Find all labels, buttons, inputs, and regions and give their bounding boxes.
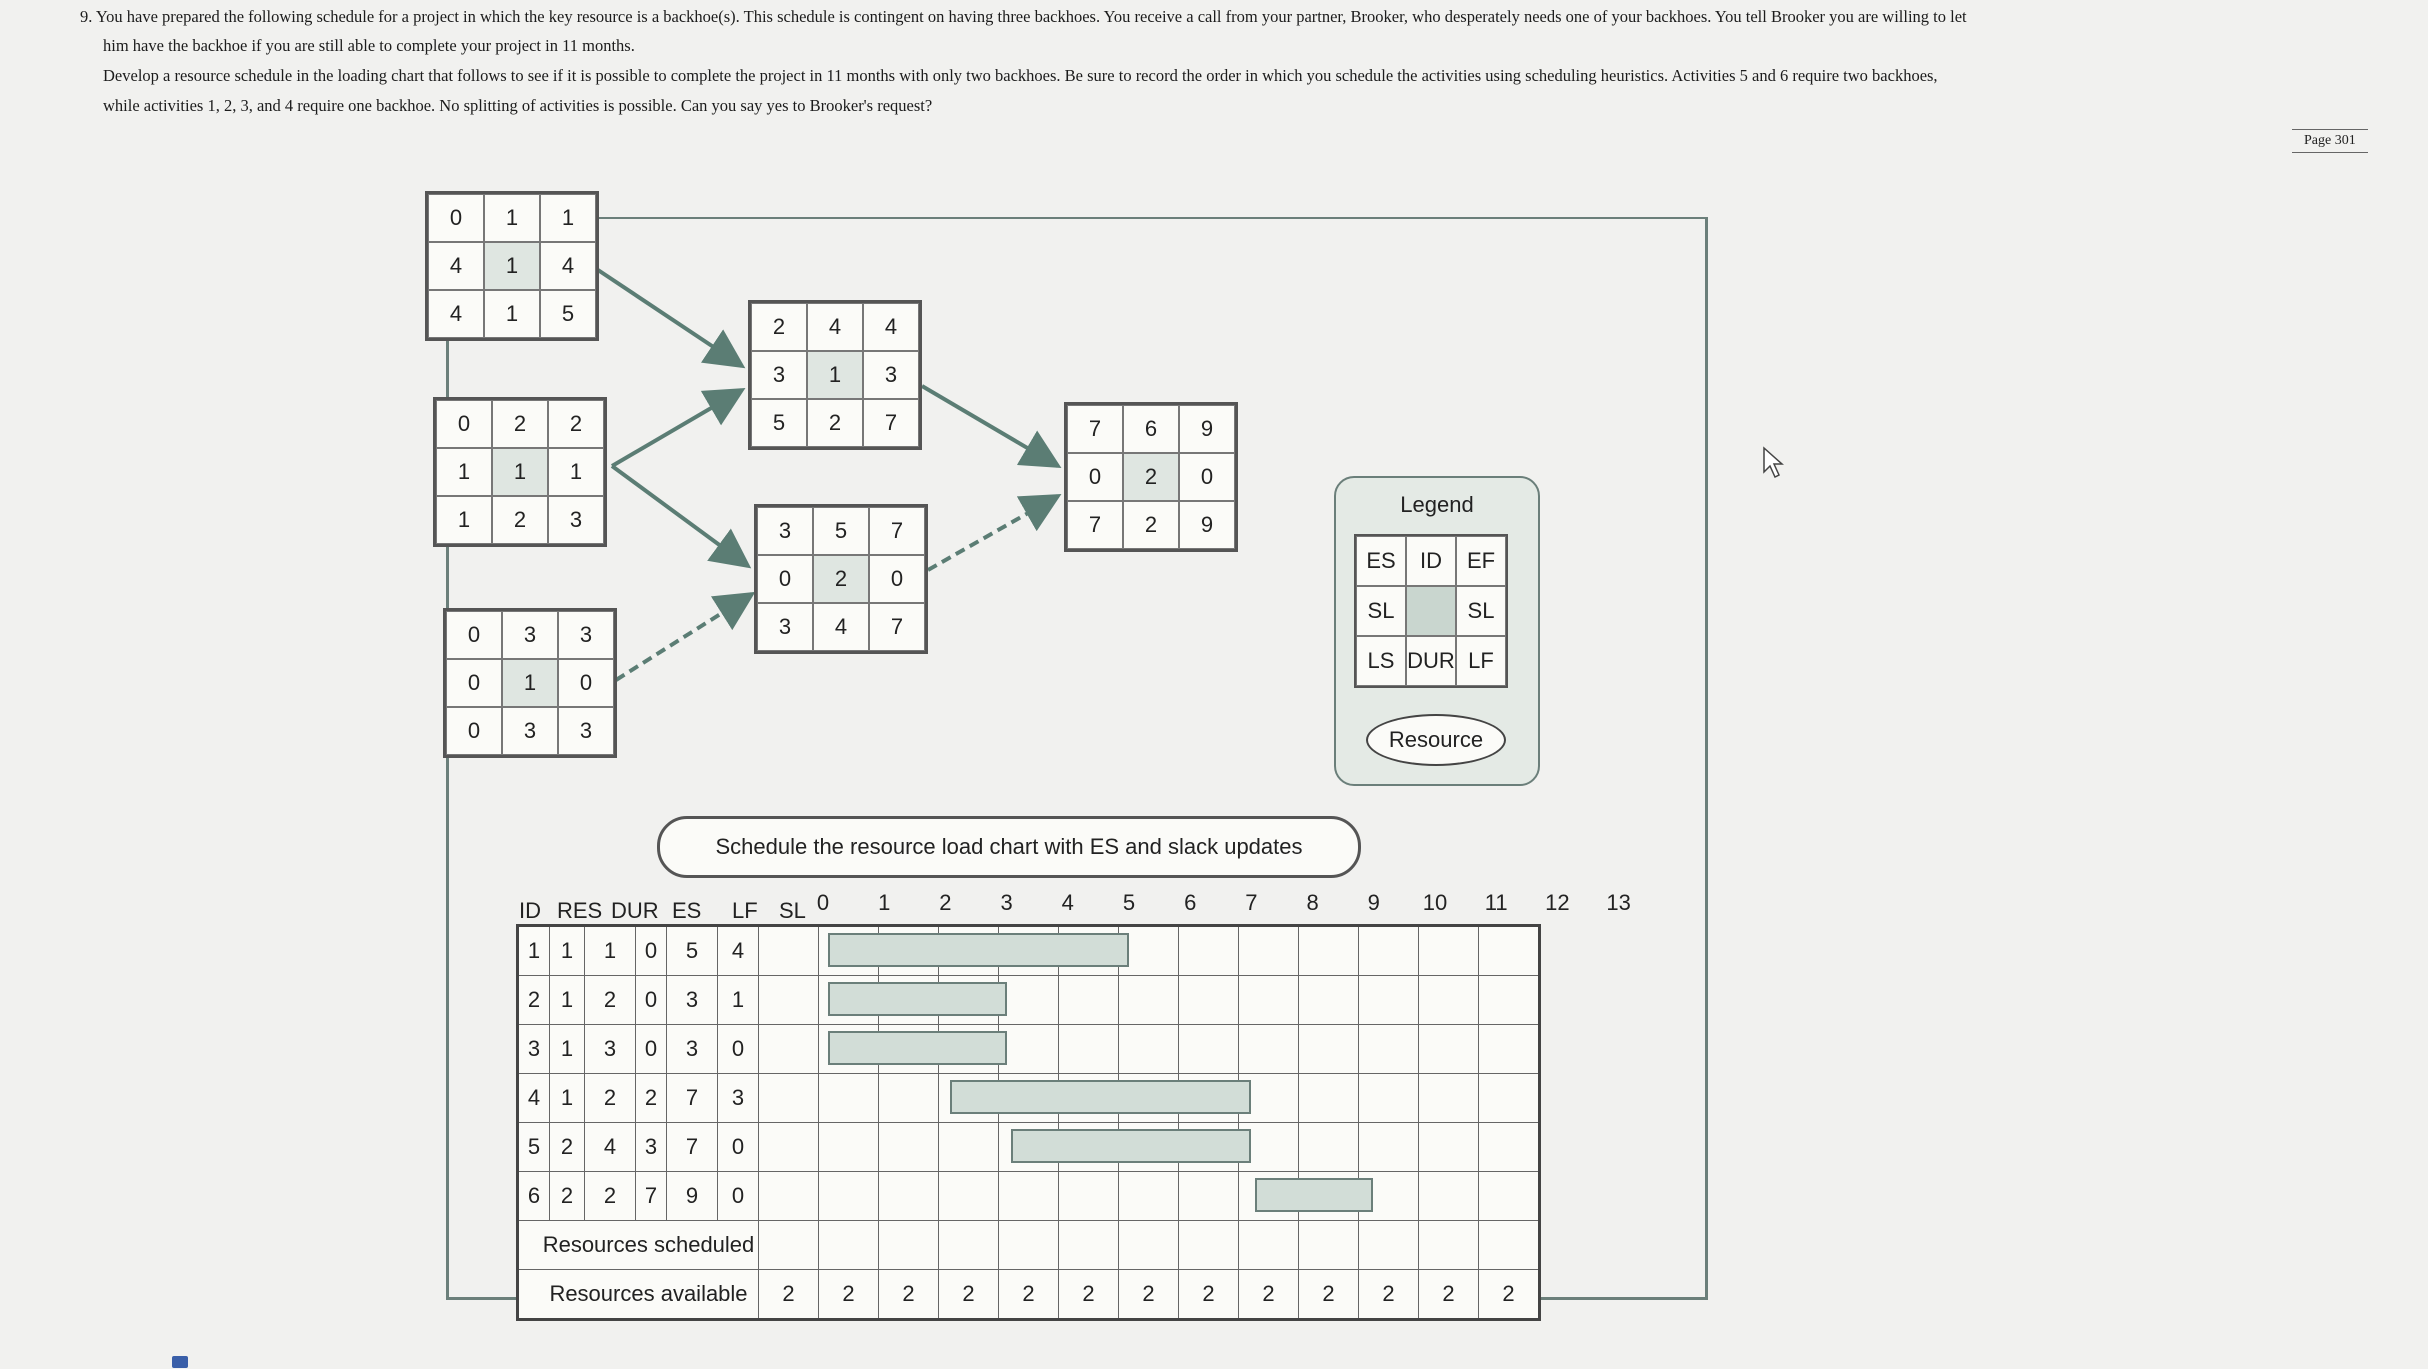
time-cell[interactable] <box>1359 1123 1419 1172</box>
resources-scheduled-cell[interactable] <box>1239 1221 1299 1270</box>
time-cell[interactable] <box>1119 1172 1179 1221</box>
table-row <box>518 1025 1540 1074</box>
time-cell[interactable] <box>1479 976 1540 1025</box>
time-tick: 1 <box>878 890 891 915</box>
node-ls: 5 <box>751 399 807 447</box>
time-tick: 12 <box>1545 890 1570 915</box>
cell-lf: 7 <box>667 1123 718 1172</box>
question-line-1: 9. You have prepared the following schedule for a project in which the key resource is a backhoe(s). This schedule is contingent on having three backhoes. You receive a call from your partner, Brooker, who desperately needs one of your backhoes. You tell Brooker you are willing to let <box>80 7 1967 26</box>
time-cell[interactable] <box>1299 1025 1359 1074</box>
time-tick: 9 <box>1367 890 1380 915</box>
node-es: 3 <box>757 507 813 555</box>
node-sl: 0 <box>558 659 614 707</box>
time-cell[interactable] <box>759 976 819 1025</box>
node-ef: 9 <box>1179 405 1235 453</box>
cell-lf: 3 <box>667 1025 718 1074</box>
arrow-2-4 <box>612 390 742 466</box>
question-line-2: him have the backhoe if you are still able to complete your project in 11 months. <box>103 36 635 55</box>
question-line-4: while activities 1, 2, 3, and 4 require one backhoe. No splitting of activities is possible. Can you say yes to Brooker's request? <box>103 96 933 115</box>
node-sl: 3 <box>751 351 807 399</box>
time-cell[interactable] <box>1299 1074 1359 1123</box>
node-ls: 4 <box>428 290 484 338</box>
header-id: ID <box>519 898 541 923</box>
cell-sl: 0 <box>718 1025 759 1074</box>
header-res: RES <box>557 898 603 923</box>
node-sl: 4 <box>428 242 484 290</box>
node-resource: 1 <box>502 659 558 707</box>
time-cell[interactable] <box>1299 976 1359 1025</box>
resources-available-cell: 2 <box>1419 1270 1479 1320</box>
cell-sl: 1 <box>718 976 759 1025</box>
node-dur: 4 <box>813 603 869 651</box>
cell-id: 4 <box>518 1074 550 1123</box>
node-dur: 3 <box>502 707 558 755</box>
time-cell[interactable] <box>1359 976 1419 1025</box>
cell-lf: 7 <box>667 1074 718 1123</box>
time-cell[interactable] <box>1059 976 1119 1025</box>
taskbar-app-icon[interactable] <box>172 1356 188 1368</box>
time-cell[interactable] <box>999 1025 1059 1074</box>
node-ls: 1 <box>436 496 492 544</box>
time-cell[interactable] <box>759 1172 819 1221</box>
node-lf: 3 <box>558 707 614 755</box>
time-cell[interactable] <box>759 1074 819 1123</box>
resources-available-cell: 2 <box>819 1270 879 1320</box>
node-sl: 1 <box>436 448 492 496</box>
node-sl: 1 <box>548 448 604 496</box>
time-cell[interactable] <box>939 1123 999 1172</box>
node-ef: 2 <box>548 400 604 448</box>
resources-available-cell: 2 <box>1239 1270 1299 1320</box>
resources-available-cell: 2 <box>1059 1270 1119 1320</box>
time-cell[interactable] <box>879 1172 939 1221</box>
time-tick: 2 <box>939 890 952 915</box>
resources-scheduled-cell[interactable] <box>1179 1221 1239 1270</box>
resources-scheduled-cell[interactable] <box>879 1221 939 1270</box>
time-cell[interactable] <box>1239 976 1299 1025</box>
cell-id: 3 <box>518 1025 550 1074</box>
time-cell[interactable] <box>1479 1123 1540 1172</box>
cell-sl: 4 <box>718 926 759 976</box>
cell-es: 0 <box>636 1025 667 1074</box>
activity-bar[interactable] <box>950 1080 1251 1114</box>
resources-scheduled-cell[interactable] <box>1119 1221 1179 1270</box>
node-dur: 2 <box>1123 501 1179 549</box>
node-sl: 4 <box>540 242 596 290</box>
cell-dur: 2 <box>585 1074 636 1123</box>
node-id: 3 <box>502 611 558 659</box>
activity-bar[interactable] <box>828 933 1129 967</box>
node-ls: 0 <box>446 707 502 755</box>
cell-id: 2 <box>518 976 550 1025</box>
cell-id: 6 <box>518 1172 550 1221</box>
resources-available-label: Resources available <box>518 1270 759 1320</box>
legend-sl-right: SL <box>1456 586 1506 636</box>
time-tick: 3 <box>1000 890 1013 915</box>
time-cell[interactable] <box>1479 926 1540 976</box>
node-resource: 2 <box>1123 453 1179 501</box>
time-tick: 7 <box>1245 890 1258 915</box>
time-cell[interactable] <box>759 1123 819 1172</box>
cell-lf: 3 <box>667 976 718 1025</box>
resources-scheduled-cell[interactable] <box>1359 1221 1419 1270</box>
activity-node-3 <box>443 608 617 758</box>
time-tick: 11 <box>1484 890 1508 915</box>
resources-scheduled-row <box>518 1221 1540 1270</box>
resources-available-cell: 2 <box>999 1270 1059 1320</box>
node-es: 0 <box>446 611 502 659</box>
activity-node-1 <box>425 191 599 341</box>
legend-dur: DUR <box>1406 636 1456 686</box>
resource-load-chart <box>516 924 1541 1321</box>
time-cell[interactable] <box>1479 1025 1540 1074</box>
node-sl: 0 <box>1179 453 1235 501</box>
cell-res: 1 <box>550 1074 585 1123</box>
time-cell[interactable] <box>1359 1074 1419 1123</box>
cell-lf: 5 <box>667 926 718 976</box>
time-cell[interactable] <box>1419 1123 1479 1172</box>
cell-dur: 2 <box>585 976 636 1025</box>
node-id: 6 <box>1123 405 1179 453</box>
node-es: 2 <box>751 303 807 351</box>
activity-bar[interactable] <box>828 1031 1007 1065</box>
cell-dur: 1 <box>585 926 636 976</box>
time-cell[interactable] <box>1299 926 1359 976</box>
time-cell[interactable] <box>1419 976 1479 1025</box>
node-id: 5 <box>813 507 869 555</box>
legend-ls: LS <box>1356 636 1406 686</box>
arrow-2-5 <box>612 466 748 566</box>
legend-id: ID <box>1406 536 1456 586</box>
legend-lf: LF <box>1456 636 1506 686</box>
cell-es: 2 <box>636 1074 667 1123</box>
node-id: 2 <box>492 400 548 448</box>
resources-available-cell: 2 <box>939 1270 999 1320</box>
resources-available-cell: 2 <box>1479 1270 1540 1320</box>
time-cell[interactable] <box>1179 976 1239 1025</box>
time-cell[interactable] <box>1419 1074 1479 1123</box>
node-dur: 2 <box>492 496 548 544</box>
resources-available-cell: 2 <box>1359 1270 1419 1320</box>
arrow-5-6 <box>928 496 1058 570</box>
time-cell[interactable] <box>1479 1074 1540 1123</box>
resources-available-cell: 2 <box>1179 1270 1239 1320</box>
time-cell[interactable] <box>1059 1025 1119 1074</box>
node-resource: 2 <box>813 555 869 603</box>
time-tick: 13 <box>1606 890 1631 915</box>
header-lf: LF <box>732 898 758 923</box>
time-cell[interactable] <box>1419 1025 1479 1074</box>
header-sl: SL <box>779 898 806 923</box>
time-cell[interactable] <box>819 1172 879 1221</box>
time-cell[interactable] <box>1239 926 1299 976</box>
resources-available-cell: 2 <box>1299 1270 1359 1320</box>
node-lf: 3 <box>548 496 604 544</box>
cell-res: 2 <box>550 1172 585 1221</box>
node-es: 0 <box>428 194 484 242</box>
node-es: 7 <box>1067 405 1123 453</box>
cell-res: 1 <box>550 926 585 976</box>
resources-available-cell: 2 <box>1119 1270 1179 1320</box>
activity-node-2 <box>433 397 607 547</box>
table-row <box>518 976 1540 1025</box>
cell-id: 1 <box>518 926 550 976</box>
legend-box <box>1334 476 1540 786</box>
resources-available-row <box>518 1270 1540 1320</box>
resources-available-cell: 2 <box>759 1270 819 1320</box>
time-tick: 0 <box>816 890 830 915</box>
time-cell[interactable] <box>1239 1025 1299 1074</box>
time-cell[interactable] <box>1119 1025 1179 1074</box>
time-cell[interactable] <box>999 1172 1059 1221</box>
node-lf: 9 <box>1179 501 1235 549</box>
node-lf: 7 <box>869 603 925 651</box>
arrow-4-6 <box>922 386 1058 466</box>
node-resource: 1 <box>484 242 540 290</box>
time-cell[interactable] <box>999 976 1059 1025</box>
cell-dur: 4 <box>585 1123 636 1172</box>
resources-scheduled-cell[interactable] <box>819 1221 879 1270</box>
time-cell[interactable] <box>759 926 819 976</box>
node-sl: 0 <box>446 659 502 707</box>
node-resource: 1 <box>492 448 548 496</box>
activity-node-4 <box>748 300 922 450</box>
node-ef: 4 <box>863 303 919 351</box>
time-cell[interactable] <box>1119 976 1179 1025</box>
cell-lf: 9 <box>667 1172 718 1221</box>
node-sl: 0 <box>869 555 925 603</box>
schedule-banner: Schedule the resource load chart with ES and slack updates <box>657 816 1361 878</box>
activity-bar[interactable] <box>1255 1178 1373 1212</box>
legend-ef: EF <box>1456 536 1506 586</box>
legend-grid <box>1354 534 1508 688</box>
time-cell[interactable] <box>1299 1123 1359 1172</box>
resources-available-cell: 2 <box>879 1270 939 1320</box>
header-es: ES <box>672 898 702 923</box>
time-cell[interactable] <box>1419 926 1479 976</box>
node-resource: 1 <box>807 351 863 399</box>
time-tick: 4 <box>1061 890 1074 915</box>
cell-sl: 3 <box>718 1074 759 1123</box>
time-cell[interactable] <box>1419 1172 1479 1221</box>
resources-scheduled-cell[interactable] <box>939 1221 999 1270</box>
time-cell[interactable] <box>1179 1172 1239 1221</box>
cell-es: 0 <box>636 926 667 976</box>
time-cell[interactable] <box>1179 926 1239 976</box>
arrow-1-4 <box>598 270 742 366</box>
node-ef: 1 <box>540 194 596 242</box>
time-cell[interactable] <box>1359 926 1419 976</box>
resources-scheduled-cell[interactable] <box>1479 1221 1540 1270</box>
node-lf: 5 <box>540 290 596 338</box>
node-id: 4 <box>807 303 863 351</box>
time-cell[interactable] <box>1479 1172 1540 1221</box>
node-id: 1 <box>484 194 540 242</box>
cell-res: 1 <box>550 976 585 1025</box>
time-cell[interactable] <box>879 1074 939 1123</box>
resources-scheduled-cell[interactable] <box>759 1221 819 1270</box>
legend-resource-oval: Resource <box>1366 714 1506 766</box>
time-cell[interactable] <box>819 1123 879 1172</box>
time-cell[interactable] <box>819 1074 879 1123</box>
question-line-3: Develop a resource schedule in the loading chart that follows to see if it is possible to complete the project in 11 months with only two backhoes. Be sure to record the order in which you schedule the activities using scheduling heuristics. Activities 5 and 6 require two backhoes, <box>103 66 1938 85</box>
cell-sl: 0 <box>718 1172 759 1221</box>
cell-sl: 0 <box>718 1123 759 1172</box>
resources-scheduled-cell[interactable] <box>1299 1221 1359 1270</box>
cell-res: 1 <box>550 1025 585 1074</box>
activity-node-6 <box>1064 402 1238 552</box>
time-cell[interactable] <box>1359 1025 1419 1074</box>
resources-scheduled-label: Resources scheduled <box>518 1221 759 1270</box>
resources-scheduled-cell[interactable] <box>999 1221 1059 1270</box>
activity-node-5 <box>754 504 928 654</box>
mouse-cursor-icon <box>1762 446 1788 480</box>
time-cell[interactable] <box>1059 1172 1119 1221</box>
node-ef: 7 <box>869 507 925 555</box>
node-ef: 3 <box>558 611 614 659</box>
header-dur: DUR <box>611 898 659 923</box>
node-dur: 2 <box>807 399 863 447</box>
time-tick: 8 <box>1306 890 1319 915</box>
time-cell[interactable] <box>1179 1025 1239 1074</box>
legend-title: Legend <box>1400 492 1474 517</box>
node-ls: 3 <box>757 603 813 651</box>
activity-bar[interactable] <box>1011 1129 1251 1163</box>
time-cell[interactable] <box>939 1172 999 1221</box>
cell-res: 2 <box>550 1123 585 1172</box>
table-row <box>518 1172 1540 1221</box>
cell-dur: 3 <box>585 1025 636 1074</box>
node-es: 0 <box>436 400 492 448</box>
resources-scheduled-cell[interactable] <box>1419 1221 1479 1270</box>
time-tick: 5 <box>1122 890 1136 915</box>
cell-es: 7 <box>636 1172 667 1221</box>
node-lf: 7 <box>863 399 919 447</box>
cell-es: 0 <box>636 976 667 1025</box>
arrow-3-5 <box>616 594 752 680</box>
activity-bar[interactable] <box>828 982 1007 1016</box>
time-cell[interactable] <box>759 1025 819 1074</box>
node-sl: 0 <box>1067 453 1123 501</box>
cell-id: 5 <box>518 1123 550 1172</box>
page-reference: Page 301 <box>2292 129 2368 153</box>
cell-es: 3 <box>636 1123 667 1172</box>
node-sl: 0 <box>757 555 813 603</box>
legend-sl-left: SL <box>1356 586 1406 636</box>
time-tick: 10 <box>1422 890 1448 915</box>
node-ls: 7 <box>1067 501 1123 549</box>
node-dur: 1 <box>484 290 540 338</box>
time-cell[interactable] <box>879 1123 939 1172</box>
node-sl: 3 <box>863 351 919 399</box>
legend-resource-cell <box>1406 586 1456 636</box>
legend-es: ES <box>1356 536 1406 586</box>
time-tick: 6 <box>1184 890 1197 915</box>
resources-scheduled-cell[interactable] <box>1059 1221 1119 1270</box>
cell-dur: 2 <box>585 1172 636 1221</box>
